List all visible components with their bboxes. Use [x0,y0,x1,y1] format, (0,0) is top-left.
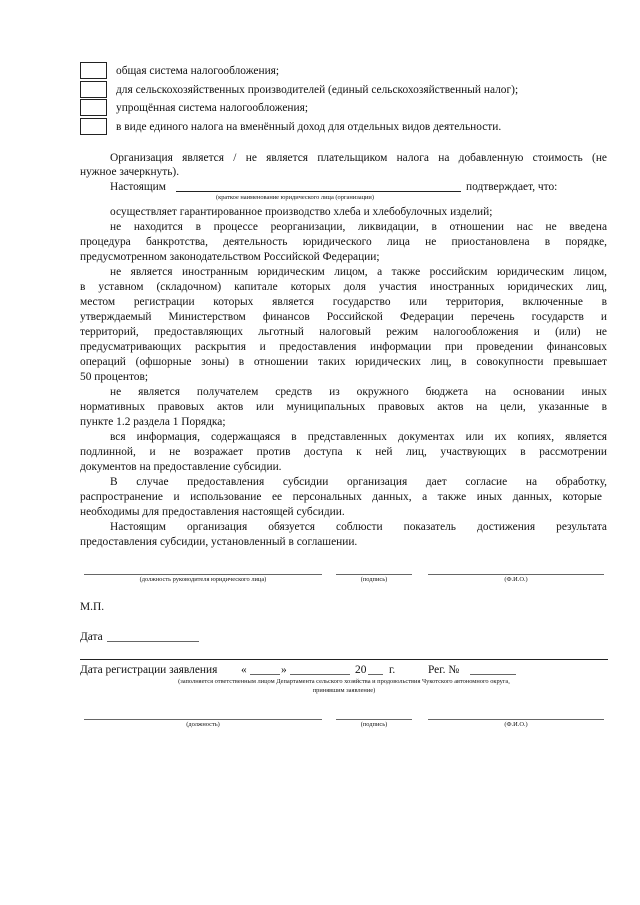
condition-budget-line: не является получателем средств из окружного бюджета на основании иных [110,386,607,398]
head-position-caption: (должность руководителя юридического лица) [139,576,267,583]
condition-foreign-line: утверждаемый Министерством финансов Российской Федерации перечень государств и [80,311,607,323]
head-full-name-field[interactable] [428,574,604,575]
head-signature-field[interactable] [336,574,412,575]
condition-authenticity-line: подлинной, и не возражает против доступа к ней лиц, участвующих в рассмотрении [80,446,607,458]
date-label: Дата [80,631,103,643]
registration-quote-close: » [281,664,287,676]
registration-caption: (заполняется ответственным лицом Департамента сельского хозяйства и продовольствия Чукотского автономного округа, [178,678,510,685]
registration-number-label: Рег. № [428,664,460,676]
condition-foreign-line: предусматривающих раскрытия и предоставления информации при проведении финансовых [80,341,607,353]
confirm-prefix: Настоящим [110,181,166,193]
condition-foreign-line: в уставном (складочном) капитале которых доля участия иностранных юридических лиц, [80,281,607,293]
consent-line: необходимы для предоставления настоящей субсидии. [80,506,345,518]
condition-budget-line: пункте 1.2 раздела 1 Порядка; [80,416,226,428]
stamp-place-label: М.П. [80,601,105,613]
confirm-suffix: подтверждает, что: [466,181,558,193]
registration-year-field[interactable] [368,674,383,675]
tax-system-checkbox-agricultural[interactable] [80,81,107,98]
condition-foreign-line: не является иностранным юридическим лицом, а также российским юридическим лицом, [110,266,607,278]
condition-budget-line: нормативных правовых актов или муниципальных правовых актов на цели, указанные в [80,401,607,413]
date-field[interactable] [107,641,199,642]
tax-system-checkbox-general[interactable] [80,62,107,79]
condition-foreign-line: территорий, предоставляющих льготный налоговый режим налогообложения и (или) не [80,326,607,338]
vat-statement-line: нужное зачеркнуть). [80,166,180,178]
registration-day-field[interactable] [250,674,280,675]
consent-line: В случае предоставления субсидии организация дает согласие на обработку, [110,476,607,488]
receiver-full-name-caption: (Ф.И.О.) [504,721,528,728]
registration-section-divider [80,659,608,660]
registration-caption: принявшим заявление) [312,687,376,694]
tax-system-option-label: общая система налогообложения; [116,65,280,77]
head-signature-caption: (подпись) [360,576,388,583]
vat-statement-line: Организация является / не является плательщиком налога на добавленную стоимость (не [110,152,607,164]
registration-year-suffix: г. [389,664,396,676]
condition-authenticity-line: вся информация, содержащаяся в представленных документах или их копиях, является [110,431,607,443]
condition-reorganization-line: предусмотренном законодательством Российской Федерации; [80,251,380,263]
registration-date-label: Дата регистрации заявления [80,664,218,676]
receiver-position-caption: (должность) [186,721,220,728]
condition-reorganization-line: не находится в процессе реорганизации, ликвидации, в отношении нас не введена [110,221,607,233]
consent-line: распространение и использование ее персональных данных, а также иных данных, которые [80,491,602,503]
registration-year-prefix: 20 [355,664,367,676]
head-full-name-caption: (Ф.И.О.) [504,576,528,583]
receiver-position-field[interactable] [84,719,322,720]
condition-authenticity-line: документов на предоставление субсидии. [80,461,282,473]
registration-quote-open: « [241,664,247,676]
tax-system-option-label: в виде единого налога на вменённый доход для отдельных видов деятельности. [116,121,502,133]
condition-foreign-line: местом регистрации которых является государство или территория, включенные в [80,296,607,308]
tax-system-option-label: упрощённая система налогообложения; [116,102,309,114]
receiver-signature-field[interactable] [336,719,412,720]
obligation-line: предоставления субсидии, установленный в соглашении. [80,536,358,548]
tax-system-checkbox-simplified[interactable] [80,99,107,116]
obligation-line: Настоящим организация обязуется соблюсти показатель достижения результата [110,521,607,533]
condition-production: осуществляет гарантированное производство хлеба и хлебобулочных изделий; [110,206,493,218]
tax-system-checkbox-imputed[interactable] [80,118,107,135]
registration-number-field[interactable] [470,674,516,675]
condition-foreign-line: операций (офшорные зоны) в отношении таких юридических лиц, в совокупности превышает [80,356,607,368]
condition-foreign-line: 50 процентов; [80,371,149,383]
head-position-field[interactable] [84,574,322,575]
registration-month-field[interactable] [290,674,350,675]
receiver-signature-caption: (подпись) [360,721,388,728]
organization-name-field[interactable] [176,191,461,192]
tax-system-option-label: для сельскохозяйственных производителей (единый сельскохозяйственный налог); [116,84,519,96]
condition-reorganization-line: процедура банкротства, деятельность юридического лица не приостановлена в порядке, [80,236,607,248]
receiver-full-name-field[interactable] [428,719,604,720]
organization-name-caption: (краткое наименование юридического лица (организации) [216,194,374,201]
